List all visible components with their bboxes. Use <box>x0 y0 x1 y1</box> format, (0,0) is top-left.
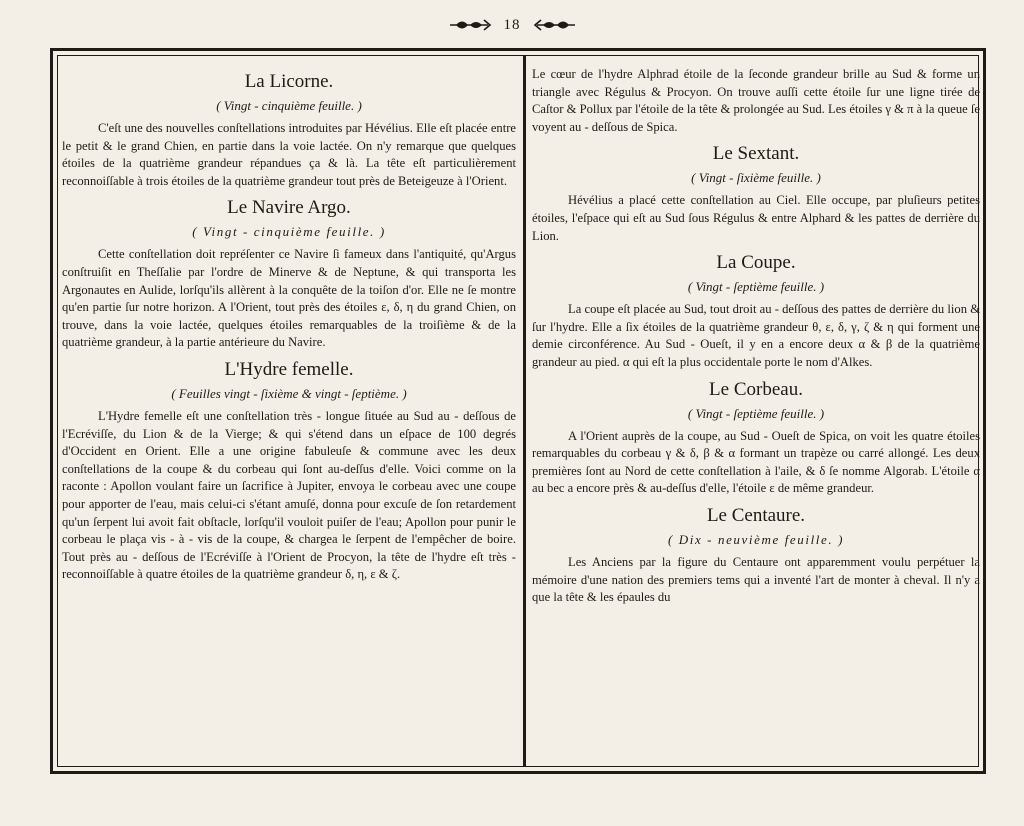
continuation-text: Le cœur de l'hydre Alphrad étoile de la ſeconde grandeur brille au Sud & forme un triangle avec Régulus & Procyon. On trouve auſſi cette étoile ſur une ligne tirée de Caſtor & Pollux par l'étoile de la tête & prolongée au Sud. Les étoiles γ & π à la queue ſe voyent au - deſſous de Spica. <box>532 67 980 134</box>
section-subtitle: ( Dix - neuvième feuille. ) <box>667 531 845 547</box>
fleuron-right-icon <box>531 16 577 34</box>
section-subtitle: ( Vingt - cinquième feuille. ) <box>216 98 362 113</box>
section-le-navire-argo <box>62 196 516 352</box>
section-title: Le Centaure. <box>706 504 806 526</box>
section-text: Les Anciens par la figure du Centaure ont apparemment voulu perpétuer la mémoire d'une nation des premiers tems qui a inventé l'art de monter à cheval. Il n'y a que la tête & les épaules du <box>532 554 980 605</box>
section-le-corbeau <box>532 378 980 498</box>
section-title: Le Navire Argo. <box>227 197 351 219</box>
section-le-sextant <box>532 142 980 245</box>
page-frame <box>50 48 986 774</box>
section-text: L'Hydre femelle eſt une conſtellation très - longue ſituée au Sud au - deſſous de l'Ecréviſſe, du Lion & de la Vierge; & qui s'étend dans un eſpace de 100 degrés d'Occident en Orient. Elle a une origine fabuleuſe & commune avec les deux conſtellations de la coupe & du corbeau qui ſont au-deſſus d'elle. Voici comme on la raconte : Apollon voulant faire un ſacrifice à Jupiter, envoya le corbeau avec une coupe pour apporter de l'eau, mais celui-ci s'étant amuſé, donna pour excuſe de ſon retardement qu'un ſerpent lui avoit fait obſtacle, lorſqu'il vouloit puiſer de l'eau; Apollon pour punir le corbeau le plaça vis - à - vis de la coupe, & chargea le ſerpent de l'empêcher de boire. Tout près au - deſſous de l'Ecréviſſe à l'Orient de Procyon, la tête de l'hydre eſt très - reconnoiſſable à quatre étoiles de la quatrième grandeur δ, η, ε & ζ. <box>62 408 516 582</box>
column-divider <box>523 56 526 766</box>
right-column <box>532 66 980 613</box>
section-title: Le Sextant. <box>712 143 800 165</box>
section-subtitle: ( Feuilles vingt - ſixième & vingt - ſeptième. ) <box>171 385 407 401</box>
section-la-coupe <box>532 251 980 371</box>
page-number: 18 <box>503 16 521 33</box>
section-title: La Licorne. <box>244 71 334 92</box>
section-title: Le Corbeau. <box>709 378 803 400</box>
section-text: Hévélius a placé cette conſtellation au Ciel. Elle occupe, par pluſieurs petites étoiles, l'eſpace qui eſt au Sud ſous Régulus & entre Alphard & les pattes de derrière du Lion. <box>532 193 980 243</box>
section-title: La Coupe. <box>716 252 796 274</box>
fleuron-left-icon <box>448 16 494 34</box>
section-la-licorne <box>62 70 516 190</box>
section-title: L'Hydre femelle. <box>224 358 354 380</box>
inner-frame <box>57 55 979 767</box>
section-text: C'eſt une des nouvelles conſtellations introduites par Hévélius. Elle eſt placée entre le petit & le grand Chien, en partie dans la voie lactée. On n'y remarque que quelques étoiles de la quatrième grandeur répandues ça & là. La tête eſt particulièrement reconnoiſſable à trois étoiles de la quatrième grandeur tout près de Beteigeuze à l'Orient. <box>62 121 516 188</box>
section-subtitle: ( Vingt - cinquième feuille. ) <box>192 224 386 240</box>
left-column <box>62 66 516 590</box>
page-header <box>0 16 1024 46</box>
section-text: A l'Orient auprès de la coupe, au Sud - Oueſt de Spica, on voit les quatre étoiles remarquables du corbeau γ & δ, β & α formant un trapèze ou carré allongé. Les deux premières ſont au Nord de cette conſtellation à l'aile, & δ ſe nomme Algorab. L'étoile α au bec a encore près & au-deſſus d'elle, l'étoile ε de même grandeur. <box>532 428 980 496</box>
section-text: La coupe eſt placée au Sud, tout droit au - deſſous des pattes de derrière du lion & ſur l'hydre. Elle a ſix étoiles de la quatrième grandeur θ, ε, δ, γ, ζ & η qui forment une demie circonférence. Au Sud - Oueſt, il y en a encore deux α & β de la quatrième grandeur au pied. α qui eſt la plus occidentale porte le nom d'Alkes. <box>532 302 980 369</box>
section-subtitle: ( Vingt - ſeptième feuille. ) <box>687 405 825 421</box>
section-text: Cette conſtellation doit repréſenter ce Navire ſi fameux dans l'antiquité, qu'Argus conſtruiſit en Theſſalie par l'ordre de Minerve & de Neptune, & qui transporta les Argonautes en Aulide, lorſqu'ils allèrent à la conquête de la toiſon d'or. Elle ne ſe montre qu'en partie ſur notre horizon. A l'Orient, tout près des étoiles ε, δ, η du grand Chien, on trouve, dans la voie lactée, quelques étoiles remarquables de la troiſième & de la quatrième grandeur, à la partie antérieure du Navire. <box>62 247 516 350</box>
section-l-hydre-femelle <box>62 358 516 584</box>
section-subtitle: ( Vingt - ſeptième feuille. ) <box>687 279 825 295</box>
section-le-centaure <box>532 504 980 607</box>
section-subtitle: ( Vingt - ſixième feuille. ) <box>691 170 821 186</box>
